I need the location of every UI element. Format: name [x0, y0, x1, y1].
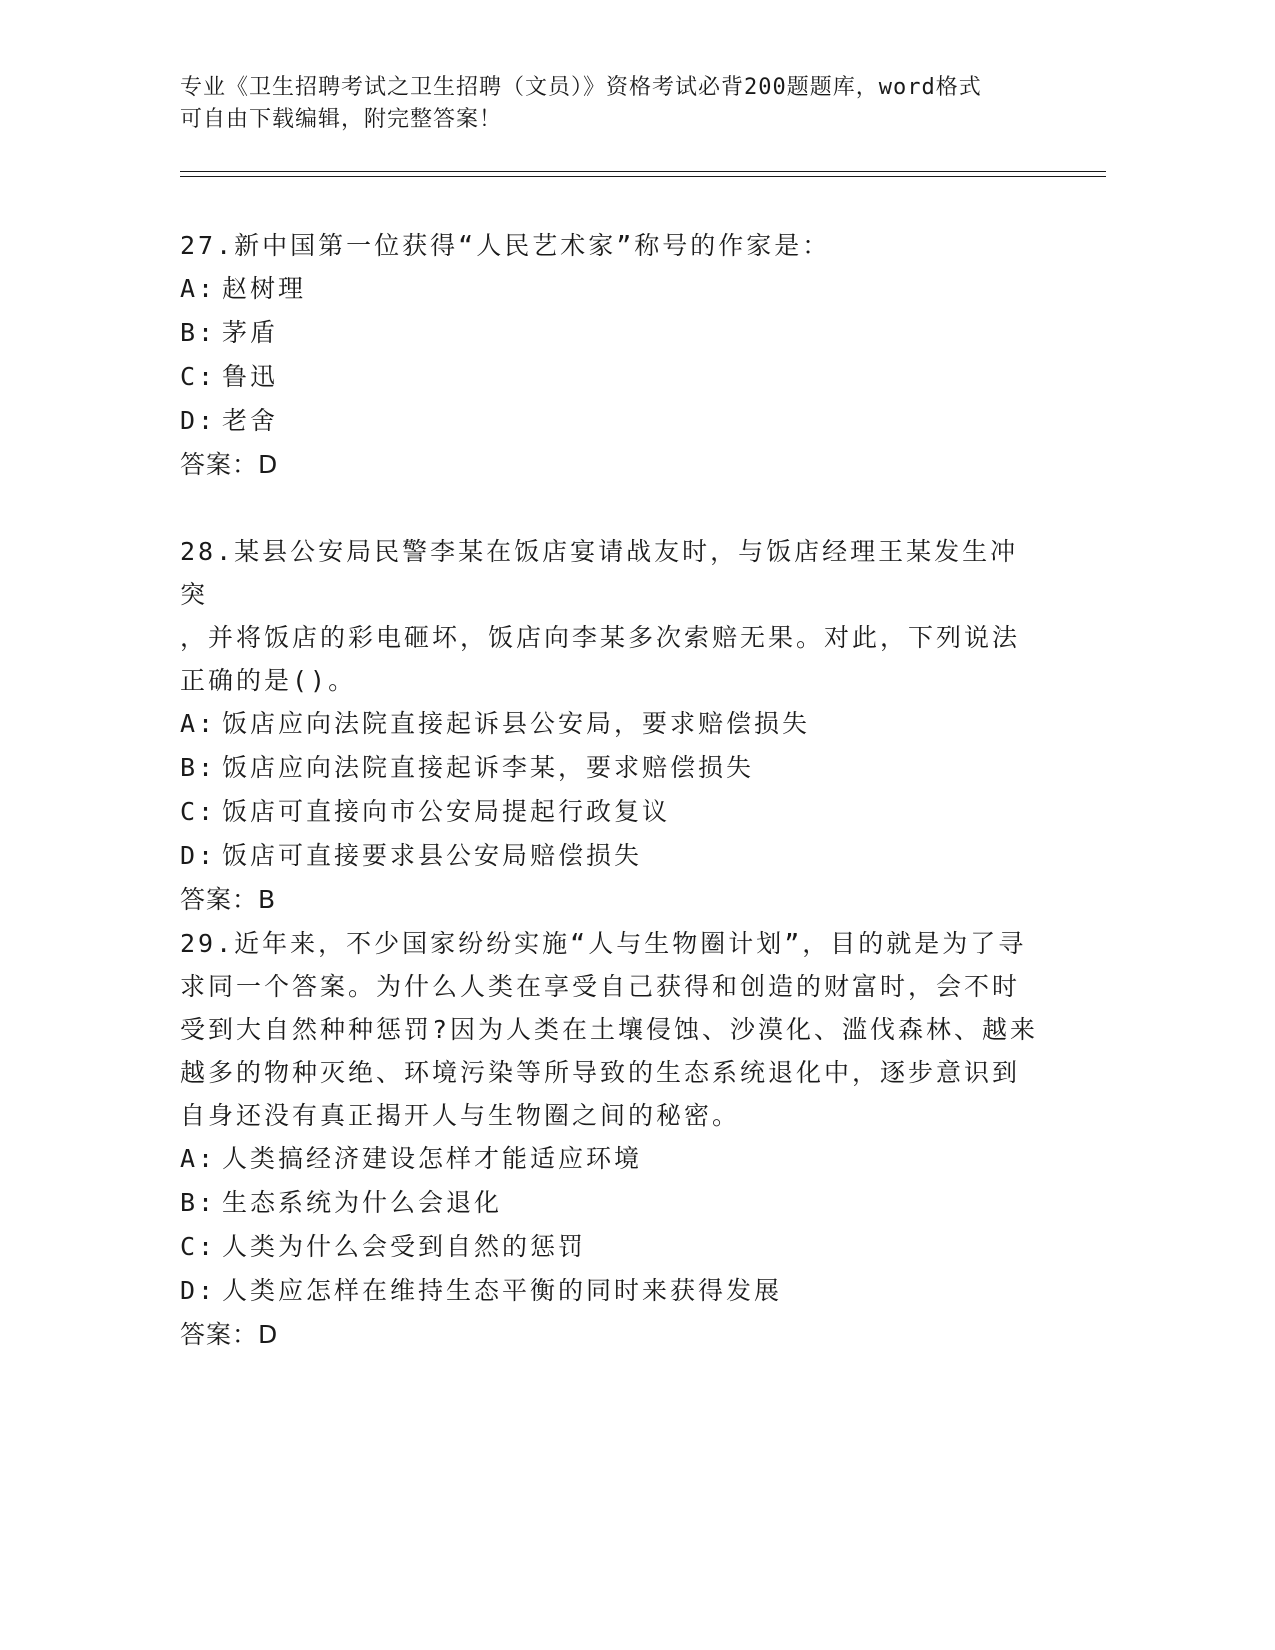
option-d [180, 834, 1040, 878]
option-text: 饭店可直接要求县公安局赔偿损失 [222, 841, 643, 870]
option-a [180, 702, 1040, 746]
question-stem-line: 自身还没有真正揭开人与生物圈之间的秘密。 [180, 1101, 741, 1130]
answer-line: 答案：D [180, 1320, 279, 1349]
question-28 [180, 530, 1040, 922]
option-c [180, 1225, 1040, 1269]
header-divider-bottom [180, 176, 1106, 177]
document-header [180, 72, 1050, 136]
option-b [180, 746, 1040, 790]
option-letter: B: [180, 1188, 217, 1217]
question-27 [180, 224, 1040, 487]
option-letter: A: [180, 1144, 217, 1173]
option-letter: D: [180, 841, 217, 870]
option-text: 生态系统为什么会退化 [222, 1188, 503, 1217]
question-stem-line: 越多的物种灭绝、环境污染等所导致的生态系统退化中，逐步意识到 [180, 1058, 1021, 1087]
option-text: 鲁迅 [222, 362, 279, 391]
option-letter: B: [180, 318, 217, 347]
question-stem-line: ，并将饭店的彩电砸坏，饭店向李某多次索赔无果。对此，下列说法 [180, 623, 1021, 652]
option-letter: D: [180, 406, 217, 435]
option-letter: A: [180, 709, 217, 738]
option-text: 人类为什么会受到自然的惩罚 [222, 1232, 587, 1261]
question-stem-line: 29.近年来，不少国家纷纷实施“人与生物圈计划”，目的就是为了寻 [180, 929, 1027, 958]
option-d [180, 399, 1040, 443]
option-letter: A: [180, 274, 217, 303]
option-letter: C: [180, 1232, 217, 1261]
option-text: 人类应怎样在维持生态平衡的同时来获得发展 [222, 1276, 783, 1305]
answer-line: 答案：B [180, 885, 277, 914]
option-b [180, 311, 1040, 355]
answer-line: 答案：D [180, 450, 279, 479]
question-stem-line: 28.某县公安局民警李某在饭店宴请战友时，与饭店经理王某发生冲突 [180, 537, 1019, 609]
question-stem: 27.新中国第一位获得“人民艺术家”称号的作家是： [180, 231, 831, 260]
header-line-1: 专业《卫生招聘考试之卫生招聘（文员）》资格考试必背200题题库，word格式 [180, 75, 982, 100]
option-c [180, 355, 1040, 399]
option-text: 饭店应向法院直接起诉李某，要求赔偿损失 [222, 753, 755, 782]
question-stem-line: 求同一个答案。为什么人类在享受自己获得和创造的财富时，会不时 [180, 972, 1021, 1001]
question-stem-line: 正确的是()。 [180, 666, 357, 695]
option-text: 饭店应向法院直接起诉县公安局，要求赔偿损失 [222, 709, 811, 738]
option-a [180, 267, 1040, 311]
option-d [180, 1269, 1040, 1313]
option-letter: D: [180, 1276, 217, 1305]
option-a [180, 1137, 1040, 1181]
option-c [180, 790, 1040, 834]
option-letter: B: [180, 753, 217, 782]
header-divider-top [180, 171, 1106, 172]
option-text: 老舍 [222, 406, 279, 435]
option-letter: C: [180, 362, 217, 391]
option-letter: C: [180, 797, 217, 826]
option-text: 茅盾 [222, 318, 279, 347]
option-b [180, 1181, 1040, 1225]
option-text: 赵树理 [222, 274, 307, 303]
option-text: 人类搞经济建设怎样才能适应环境 [222, 1144, 643, 1173]
question-stem-line: 受到大自然种种惩罚?因为人类在土壤侵蚀、沙漠化、滥伐森林、越来 [180, 1015, 1039, 1044]
question-29 [180, 922, 1040, 1357]
header-line-2: 可自由下载编辑，附完整答案！ [180, 107, 503, 132]
option-text: 饭店可直接向市公安局提起行政复议 [222, 797, 671, 826]
